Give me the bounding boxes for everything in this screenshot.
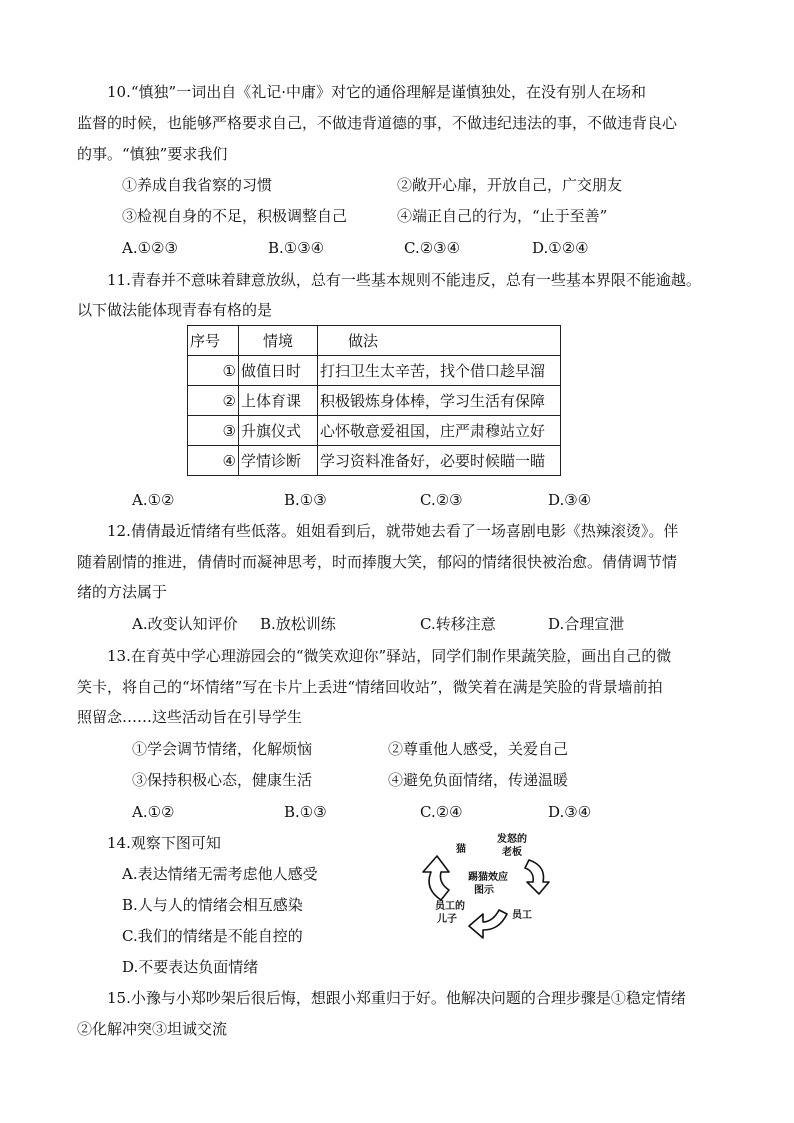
- q14-stem: 14.观察下图可知: [107, 834, 221, 852]
- q12-option-d: D.合理宣泄: [548, 615, 625, 633]
- diagram-center-2: 图示: [474, 885, 494, 896]
- table-row: [188, 446, 561, 476]
- q13-option-c: C.②④: [420, 803, 463, 821]
- table-cell: 积极锻炼身体棒，学习生活有保障: [318, 386, 561, 416]
- table-row: [188, 356, 561, 386]
- q13-option-b: B.①③: [284, 803, 327, 821]
- q11-option-b: B.①③: [284, 491, 327, 509]
- q14-option-b: B.人与人的情绪会相互感染: [122, 896, 303, 914]
- table-header-row: [188, 326, 561, 356]
- q13-stem-line-3: 照留念……这些活动旨在引导学生: [77, 708, 303, 726]
- table-row: [188, 416, 561, 446]
- table-cell: 学习资料准备好，必要时候瞄一瞄: [318, 446, 561, 476]
- q10-item-4: ④端正自己的行为，“止于至善”: [397, 207, 608, 225]
- table-cell: ④: [188, 446, 239, 476]
- q13-item-3: ③保持积极心态，健康生活: [132, 771, 313, 789]
- table-cell: ①: [188, 356, 239, 386]
- q12-option-b: B.放松训练: [260, 615, 336, 633]
- q12-stem-line-3: 绪的方法属于: [77, 583, 168, 601]
- table-header-cell: 做法: [318, 326, 561, 356]
- q10-item-2: ②敞开心扉，开放自己，广交朋友: [397, 176, 623, 194]
- q11-option-c: C.②③: [420, 491, 463, 509]
- table-cell: 学情诊断: [239, 446, 318, 476]
- arrow-left-icon: [469, 910, 507, 938]
- q10-option-a: A.①②③: [122, 239, 178, 257]
- diagram-label-cat: 猫: [456, 844, 466, 855]
- diagram-label-boss-2: 老板: [502, 847, 522, 858]
- table-cell: 心怀敬意爱祖国，庄严肃穆站立好: [318, 416, 561, 446]
- q14-option-c: C.我们的情绪是不能自控的: [122, 927, 303, 945]
- q11-stem-line-1: 11.青春并不意味着肆意放纵，总有一些基本规则不能违反，总有一些基本界限不能逾越。: [107, 271, 701, 289]
- q13-option-a: A.①②: [132, 803, 175, 821]
- q12-option-a: A.改变认知评价: [132, 615, 238, 633]
- q13-item-1: ①学会调节情绪，化解烦恼: [132, 740, 313, 758]
- q12-stem-line-2: 随着剧情的推进，倩倩时而凝神思考，时而捧腹大笑，郁闷的情绪很快被治愈。倩倩调节情: [77, 553, 678, 571]
- table-cell: ②: [188, 386, 239, 416]
- q10-stem-line-2: 监督的时候，也能够严格要求自己，不做违背道德的事，不做违纪违法的事，不做违背良心: [77, 114, 678, 132]
- q11-option-a: A.①②: [132, 491, 175, 509]
- q13-stem-line-1: 13.在育英中学心理游园会的“微笑欢迎你”驿站，同学们制作果蔬笑脸，画出自己的微: [107, 647, 672, 665]
- table-cell: 上体育课: [239, 386, 318, 416]
- table-header-cell: 情境: [239, 326, 318, 356]
- q10-stem-line-1: 10.“慎独”一词出自《礼记·中庸》对它的通俗理解是谨慎独处，在没有别人在场和: [107, 83, 646, 101]
- diagram-label-boss-1: 发怒的: [497, 834, 527, 845]
- q10-option-c: C.②③④: [404, 239, 461, 257]
- q11-table: [187, 325, 561, 476]
- q12-option-c: C.转移注意: [420, 615, 496, 633]
- q13-item-2: ②尊重他人感受，关爱自己: [388, 740, 569, 758]
- q11-option-d: D.③④: [548, 491, 592, 509]
- q10-option-b: B.①③④: [268, 239, 325, 257]
- q14-option-a: A.表达情绪无需考虑他人感受: [122, 865, 318, 883]
- kick-the-cat-effect-diagram: [415, 830, 565, 950]
- q12-stem-line-1: 12.倩倩最近情绪有些低落。姐姐看到后，就带她去看了一场喜剧电影《热辣滚烫》。伴: [107, 522, 679, 540]
- q10-option-d: D.①②④: [532, 239, 589, 257]
- table-row: [188, 386, 561, 416]
- q10-item-1: ①养成自我省察的习惯: [122, 176, 273, 194]
- q14-option-d: D.不要表达负面情绪: [122, 958, 259, 976]
- q15-stem-line-1: 15.小豫与小郑吵架后很后悔，想跟小郑重归于好。他解决问题的合理步骤是①稳定情绪: [107, 989, 686, 1007]
- diagram-label-employee: 员工: [512, 910, 532, 921]
- arrow-down-icon: [525, 860, 549, 894]
- diagram-center-1: 踢猫效应: [468, 872, 508, 883]
- q13-item-4: ④避免负面情绪，传递温暖: [388, 771, 569, 789]
- q11-stem-line-2: 以下做法能体现青春有格的是: [77, 301, 273, 319]
- table-cell: 升旗仪式: [239, 416, 318, 446]
- table-cell: 打扫卫生太辛苦，找个借口趁早溜: [318, 356, 561, 386]
- diagram-label-son-2: 儿子: [437, 914, 457, 925]
- arrow-up-icon: [423, 856, 449, 900]
- table-cell: 做值日时: [239, 356, 318, 386]
- q13-option-d: D.③④: [548, 803, 592, 821]
- q10-stem-line-3: 的事。“慎独”要求我们: [77, 145, 228, 163]
- table-cell: ③: [188, 416, 239, 446]
- q15-stem-line-2: ②化解冲突③坦诚交流: [77, 1020, 228, 1038]
- table-header-cell: 序号: [188, 326, 239, 356]
- diagram-label-son-1: 员工的: [435, 901, 465, 912]
- q10-item-3: ③检视自身的不足，积极调整自己: [122, 207, 348, 225]
- q13-stem-line-2: 笑卡，将自己的“坏情绪”写在卡片上丢进“情绪回收站”，微笑着在满是笑脸的背景墙前拍: [77, 678, 663, 696]
